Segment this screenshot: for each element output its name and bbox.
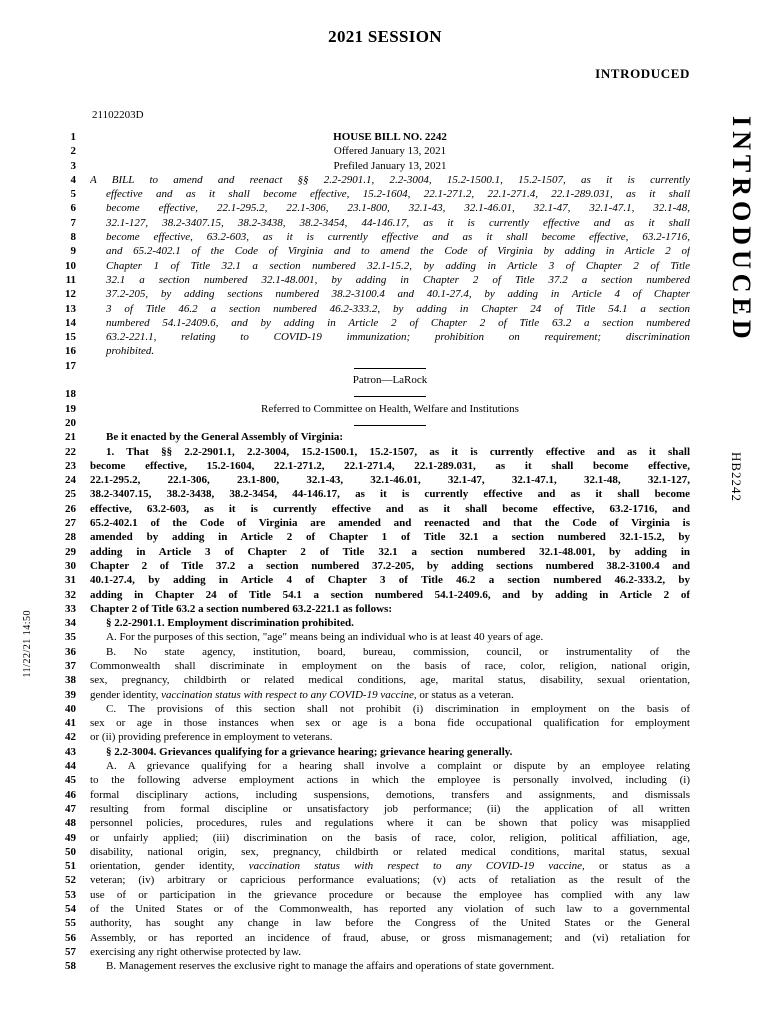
line-text bbox=[90, 688, 690, 702]
text-segment: Chapter 1 of Title 32.1 a section numbered 32.1-15.2, by adding in Article 3 of Chapter 2 of Title bbox=[106, 259, 690, 272]
text-segment: Be it enacted by the General Assembly of Virginia: bbox=[106, 431, 344, 444]
line-text bbox=[90, 416, 690, 430]
line-text bbox=[90, 387, 690, 401]
line-text bbox=[90, 630, 690, 644]
bill-text-body bbox=[40, 130, 690, 974]
text-segment: numbered 54.1-2409.6, and by adding in Article 2 of Chapter 2 of Title 63.2 a section numbered bbox=[106, 316, 690, 329]
bill-line bbox=[40, 831, 690, 845]
bill-line bbox=[40, 816, 690, 830]
line-text bbox=[90, 659, 690, 673]
text-segment: 40.1-27.4, by adding in Article 4 of Chapter 3 of Title 46.2 a section numbered 46.2-333.2, by bbox=[90, 574, 690, 587]
line-number: 34 bbox=[65, 617, 76, 630]
text-segment: 37.2-205, by adding sections numbered 38.2-3100.4 and 40.1-27.4, by adding in Article 4 of Chapter bbox=[106, 288, 690, 301]
line-number: 17 bbox=[65, 359, 76, 372]
bill-line bbox=[40, 487, 690, 501]
line-number: 41 bbox=[65, 717, 76, 730]
text-segment: Offered January 13, 2021 bbox=[333, 145, 447, 158]
line-number: 6 bbox=[70, 202, 76, 215]
text-segment: A. A grievance qualifying for a hearing shall involve a complaint or dispute by an employee relating bbox=[106, 760, 690, 773]
text-segment: vaccination status with respect to any COVID-19 vaccine, bbox=[248, 860, 585, 873]
line-text bbox=[90, 173, 690, 187]
line-text bbox=[90, 344, 690, 358]
text-segment: veteran; (iv) arbitrary or capricious performance evaluations; (v) acts of retaliation as the result of the bbox=[90, 874, 690, 887]
text-segment: B. No state agency, institution, board, bureau, commission, council, or instrumentality of the bbox=[106, 645, 690, 658]
line-text bbox=[90, 130, 690, 144]
line-number: 42 bbox=[65, 731, 76, 744]
bill-line bbox=[40, 759, 690, 773]
bill-line bbox=[40, 602, 690, 616]
bill-line bbox=[40, 845, 690, 859]
line-number: 15 bbox=[65, 331, 76, 344]
bill-line bbox=[40, 959, 690, 973]
text-segment: amended by adding in Article 2 of Chapter 1 of Title 32.1 a section numbered 32.1-15.2, by bbox=[90, 531, 690, 544]
bill-line bbox=[40, 201, 690, 215]
bill-line bbox=[40, 416, 690, 430]
text-segment: 65.2-402.1 of the Code of Virginia are amended and reenacted and that the Code of Virginia is bbox=[90, 517, 690, 530]
bill-line bbox=[40, 902, 690, 916]
separator-rule bbox=[354, 362, 426, 369]
line-text bbox=[90, 645, 690, 659]
line-text bbox=[90, 945, 690, 959]
bill-line bbox=[40, 916, 690, 930]
bill-line bbox=[40, 173, 690, 187]
bill-line bbox=[40, 373, 690, 387]
line-number: 47 bbox=[65, 802, 76, 815]
line-text bbox=[90, 573, 690, 587]
line-number: 7 bbox=[70, 216, 76, 229]
text-segment: Patron—LaRock bbox=[352, 374, 428, 387]
line-number: 24 bbox=[65, 474, 76, 487]
line-number: 26 bbox=[65, 502, 76, 515]
session-title: 2021 SESSION bbox=[328, 27, 442, 46]
line-text bbox=[90, 602, 690, 616]
line-text bbox=[90, 259, 690, 273]
line-number: 45 bbox=[65, 774, 76, 787]
bill-line bbox=[40, 473, 690, 487]
bill-line bbox=[40, 187, 690, 201]
text-segment: or unfairly applied; (iii) discrimination on the basis of race, color, religion, political affiliation, age, bbox=[90, 831, 690, 844]
text-segment: of the United States or of the Commonwealth, has reported any violation of such law to a governmental bbox=[90, 903, 690, 916]
text-segment: and 65.2-402.1 of the Code of Virginia and to amend the Code of Virginia by adding in Article 2 of bbox=[106, 245, 690, 258]
text-segment: 22.1-295.2, 22.1-306, 23.1-800, 32.1-43, 32.1-46.01, 32.1-47, 32.1-47.1, 32.1-48, 32.1-127, bbox=[90, 474, 690, 487]
line-number: 27 bbox=[65, 517, 76, 530]
bill-line bbox=[40, 573, 690, 587]
text-segment: 1. That §§ 2.2-2901.1, 2.2-3004, 15.2-1500.1, 15.2-1507, as it is currently effective and as it shall bbox=[106, 445, 690, 458]
line-number: 57 bbox=[65, 945, 76, 958]
line-text bbox=[90, 745, 690, 759]
bill-line bbox=[40, 702, 690, 716]
line-number: 56 bbox=[65, 931, 76, 944]
line-text bbox=[90, 888, 690, 902]
vertical-timestamp: 11/22/21 14:50 bbox=[22, 610, 33, 678]
line-number: 30 bbox=[65, 559, 76, 572]
text-segment: HOUSE BILL NO. 2242 bbox=[333, 131, 447, 143]
line-number: 8 bbox=[70, 231, 76, 244]
line-number: 52 bbox=[65, 874, 76, 887]
line-text bbox=[90, 530, 690, 544]
line-text bbox=[90, 302, 690, 316]
text-segment: 3 of Title 46.2 a section numbered 46.2-333.2, by adding in Chapter 24 of Title 54.1 a section bbox=[106, 302, 690, 315]
separator-rule bbox=[354, 390, 426, 397]
line-number: 40 bbox=[65, 702, 76, 715]
line-number: 2 bbox=[70, 145, 76, 158]
bill-line bbox=[40, 445, 690, 459]
text-segment: authority, has sought any change in law before the Congress of the United States or the General bbox=[90, 917, 690, 930]
text-segment: 32.1 a section numbered 32.1-48.001, by adding in Chapter 2 of Title 37.2 a section numbered bbox=[106, 273, 690, 286]
line-number: 35 bbox=[65, 631, 76, 644]
bill-line bbox=[40, 688, 690, 702]
bill-line bbox=[40, 645, 690, 659]
bill-line bbox=[40, 502, 690, 516]
line-number: 1 bbox=[70, 131, 76, 143]
text-segment: gender identity, bbox=[90, 688, 162, 701]
line-text bbox=[90, 230, 690, 244]
bill-line bbox=[40, 430, 690, 444]
text-segment: become effective, 63.2-603, as it is currently effective and as it shall become effective, 63.2-1716, bbox=[106, 231, 690, 244]
line-number: 22 bbox=[65, 445, 76, 458]
bill-line bbox=[40, 259, 690, 273]
text-segment: Assembly, or has reported an incidence of fraud, abuse, or gross mismanagement; and (vi) retaliation for bbox=[90, 931, 690, 944]
text-segment: B. Management reserves the exclusive right to manage the affairs and operations of state government. bbox=[106, 960, 555, 973]
line-number bbox=[40, 373, 76, 387]
text-segment: adding in Article 3 of Chapter 2 of Title 32.1 a section numbered 32.1-48.001, by adding in bbox=[90, 545, 690, 558]
text-segment: to the following adverse employment actions in which the employee is personally involved, including (i) bbox=[90, 774, 690, 787]
bill-line bbox=[40, 802, 690, 816]
line-number: 19 bbox=[65, 402, 76, 415]
bill-line bbox=[40, 316, 690, 330]
bill-line bbox=[40, 716, 690, 730]
line-text bbox=[90, 588, 690, 602]
bill-line bbox=[40, 402, 690, 416]
text-segment: orientation, gender identity, bbox=[90, 860, 249, 873]
line-number: 11 bbox=[65, 273, 76, 286]
bill-line bbox=[40, 616, 690, 630]
line-number: 37 bbox=[65, 659, 76, 672]
line-number: 44 bbox=[65, 760, 76, 773]
text-segment: § 2.2-2901.1. Employment discrimination prohibited. bbox=[106, 617, 354, 630]
bill-line bbox=[40, 788, 690, 802]
line-text bbox=[90, 273, 690, 287]
line-number: 16 bbox=[65, 345, 76, 358]
bill-line bbox=[40, 387, 690, 401]
bill-line bbox=[40, 159, 690, 173]
line-text bbox=[90, 716, 690, 730]
text-segment: or (ii) providing preference in employment to veterans. bbox=[90, 731, 333, 744]
line-text bbox=[90, 816, 690, 830]
line-text bbox=[90, 788, 690, 802]
line-text bbox=[90, 702, 690, 716]
text-segment: or status as a bbox=[584, 860, 690, 873]
bill-line bbox=[40, 302, 690, 316]
line-number: 32 bbox=[65, 588, 76, 601]
text-segment: personnel policies, procedures, rules and regulations where it can be shown that policy was misapplied bbox=[90, 817, 690, 830]
line-number: 13 bbox=[65, 302, 76, 315]
status-label: INTRODUCED bbox=[595, 66, 690, 81]
line-text bbox=[90, 159, 690, 173]
line-number: 43 bbox=[65, 745, 76, 758]
line-text bbox=[90, 201, 690, 215]
line-number: 39 bbox=[65, 688, 76, 701]
text-segment: adding in Chapter 24 of Title 54.1 a section numbered 54.1-2409.6, and by adding in Article 2 of bbox=[90, 588, 690, 601]
line-number: 9 bbox=[70, 245, 76, 258]
line-text bbox=[90, 831, 690, 845]
text-segment: vaccination status with respect to any COVID-19 vaccine, bbox=[161, 688, 417, 701]
line-number: 29 bbox=[65, 545, 76, 558]
line-text bbox=[90, 802, 690, 816]
line-text bbox=[90, 559, 690, 573]
line-number: 53 bbox=[65, 888, 76, 901]
line-number: 4 bbox=[70, 173, 76, 186]
bill-line bbox=[40, 673, 690, 687]
line-number: 50 bbox=[65, 845, 76, 858]
line-text bbox=[90, 244, 690, 258]
line-number: 46 bbox=[65, 788, 76, 801]
bill-line bbox=[40, 530, 690, 544]
line-text bbox=[90, 359, 690, 373]
line-number: 38 bbox=[65, 674, 76, 687]
line-number: 20 bbox=[65, 416, 76, 429]
text-segment: resulting from formal discipline or unsatisfactory job performance; (ii) the application of all written bbox=[90, 802, 690, 815]
bill-line bbox=[40, 344, 690, 358]
line-text bbox=[90, 545, 690, 559]
line-text bbox=[90, 502, 690, 516]
bill-line bbox=[40, 216, 690, 230]
line-number: 12 bbox=[65, 288, 76, 301]
text-segment: C. The provisions of this section shall not prohibit (i) discrimination in employment on the basis of bbox=[106, 702, 690, 715]
line-text bbox=[90, 759, 690, 773]
line-text bbox=[90, 859, 690, 873]
line-number: 25 bbox=[65, 488, 76, 501]
text-segment: 38.2-3407.15, 38.2-3438, 38.2-3454, 44-146.17, as it is currently effective and as it shall become bbox=[90, 488, 690, 501]
line-number: 3 bbox=[70, 159, 76, 172]
line-number: 58 bbox=[65, 960, 76, 973]
bill-line bbox=[40, 659, 690, 673]
bill-line bbox=[40, 730, 690, 744]
text-segment: disability, national origin, sex, pregnancy, childbirth or related medical conditions, marital status, sexual bbox=[90, 845, 690, 858]
line-text bbox=[90, 402, 690, 416]
text-segment: effective, 63.2-603, as it is currently effective and as it shall become effective, 63.2-1716, and bbox=[90, 502, 690, 515]
text-segment: Prefiled January 13, 2021 bbox=[333, 159, 447, 172]
line-number: 49 bbox=[65, 831, 76, 844]
text-segment: A BILL to amend and reenact §§ 2.2-2901.1, 2.2-3004, 15.2-1500.1, 15.2-1507, as it is currently bbox=[90, 173, 690, 186]
line-text bbox=[90, 430, 690, 444]
bill-line bbox=[40, 287, 690, 301]
bill-line bbox=[40, 931, 690, 945]
text-segment: become effective, 15.2-1604, 22.1-271.2, 22.1-271.4, 22.1-289.031, as it shall become effective, bbox=[90, 459, 690, 472]
line-number: 10 bbox=[65, 259, 76, 272]
line-text bbox=[90, 445, 690, 459]
text-segment: Referred to Committee on Health, Welfare and Institutions bbox=[261, 402, 519, 415]
line-text bbox=[90, 187, 690, 201]
line-text bbox=[90, 373, 690, 387]
line-text bbox=[90, 616, 690, 630]
line-text bbox=[90, 730, 690, 744]
text-segment: 32.1-127, 38.2-3407.15, 38.2-3438, 38.2-3454, 44-146.17, as it is currently effective and as it shall bbox=[106, 216, 690, 229]
line-text bbox=[90, 873, 690, 887]
text-segment: formal disciplinary actions, including suspensions, demotions, transfers and assignments, and dismissals bbox=[90, 788, 690, 801]
line-text bbox=[90, 673, 690, 687]
line-number: 33 bbox=[65, 602, 76, 615]
bill-line bbox=[40, 273, 690, 287]
line-number: 54 bbox=[65, 903, 76, 916]
line-text bbox=[90, 216, 690, 230]
bill-line bbox=[40, 859, 690, 873]
bill-line bbox=[40, 144, 690, 158]
text-segment: Chapter 2 of Title 37.2 a section numbered 37.2-205, by adding sections numbered 38.2-3100.4 and bbox=[90, 559, 690, 572]
bill-line bbox=[40, 945, 690, 959]
bill-line bbox=[40, 773, 690, 787]
line-text bbox=[90, 773, 690, 787]
line-number: 23 bbox=[65, 459, 76, 472]
bill-line bbox=[40, 559, 690, 573]
text-segment: prohibited. bbox=[106, 345, 155, 358]
text-segment: use of or participation in the grievance procedure or because the employee has complied with any law bbox=[90, 888, 690, 901]
bill-line bbox=[40, 244, 690, 258]
bill-line bbox=[40, 888, 690, 902]
vertical-status-label: INTRODUCED bbox=[727, 116, 756, 344]
line-text bbox=[90, 473, 690, 487]
bill-line bbox=[40, 516, 690, 530]
bill-line bbox=[40, 745, 690, 759]
bill-line bbox=[40, 630, 690, 644]
text-segment: § 2.2-3004. Grievances qualifying for a grievance hearing; grievance hearing generally. bbox=[106, 745, 513, 758]
line-text bbox=[90, 287, 690, 301]
line-number: 31 bbox=[65, 574, 76, 587]
line-text bbox=[90, 487, 690, 501]
line-number: 18 bbox=[65, 388, 76, 401]
line-text bbox=[90, 845, 690, 859]
line-number: 51 bbox=[65, 860, 76, 873]
line-text bbox=[90, 516, 690, 530]
line-text bbox=[90, 459, 690, 473]
bill-line bbox=[40, 459, 690, 473]
line-text bbox=[90, 902, 690, 916]
text-segment: A. For the purposes of this section, "age" means being an individual who is at least 40 years of age. bbox=[106, 631, 544, 644]
vertical-bill-number: HB2242 bbox=[729, 452, 744, 503]
line-text bbox=[90, 916, 690, 930]
line-text bbox=[90, 931, 690, 945]
separator-rule bbox=[354, 419, 426, 426]
line-number: 28 bbox=[65, 531, 76, 544]
text-segment: sex or age in those instances when sex or age is a bona fide occupational qualification for employment bbox=[90, 717, 690, 730]
bill-line bbox=[40, 588, 690, 602]
line-text bbox=[90, 316, 690, 330]
bill-line bbox=[40, 130, 690, 144]
line-number: 14 bbox=[65, 316, 76, 329]
line-number: 21 bbox=[65, 431, 76, 444]
text-segment: effective and as it shall become effective, 15.2-1604, 22.1-271.2, 22.1-271.4, 22.1-289.031, as it shall bbox=[106, 188, 690, 201]
bill-line bbox=[40, 330, 690, 344]
text-segment: or status as a veteran. bbox=[416, 688, 514, 701]
line-number: 48 bbox=[65, 817, 76, 830]
line-text bbox=[90, 959, 690, 973]
line-number: 55 bbox=[65, 917, 76, 930]
line-text bbox=[90, 330, 690, 344]
bill-line bbox=[40, 873, 690, 887]
text-segment: become effective, 22.1-295.2, 22.1-306, 23.1-800, 32.1-43, 32.1-46.01, 32.1-47, 32.1-47.1, 32.1-48, bbox=[106, 202, 690, 215]
bill-line bbox=[40, 545, 690, 559]
line-number: 5 bbox=[70, 188, 76, 201]
text-segment: Chapter 2 of Title 63.2 a section numbered 63.2-221.1 as follows: bbox=[90, 602, 392, 615]
text-segment: Commonwealth shall discriminate in employment on the basis of race, color, religion, national origin, bbox=[90, 659, 690, 672]
bill-line bbox=[40, 359, 690, 373]
text-segment: exercising any right otherwise protected by law. bbox=[90, 945, 301, 958]
bill-line bbox=[40, 230, 690, 244]
line-number: 36 bbox=[65, 645, 76, 658]
text-segment: 63.2-221.1, relating to COVID-19 immunization; prohibition on requirement; discrimination bbox=[106, 331, 690, 344]
document-number: 21102203D bbox=[92, 109, 144, 121]
text-segment: sex, pregnancy, childbirth or related medical conditions, age, marital status, disability, sexual orientation, bbox=[90, 674, 690, 687]
line-text bbox=[90, 144, 690, 158]
